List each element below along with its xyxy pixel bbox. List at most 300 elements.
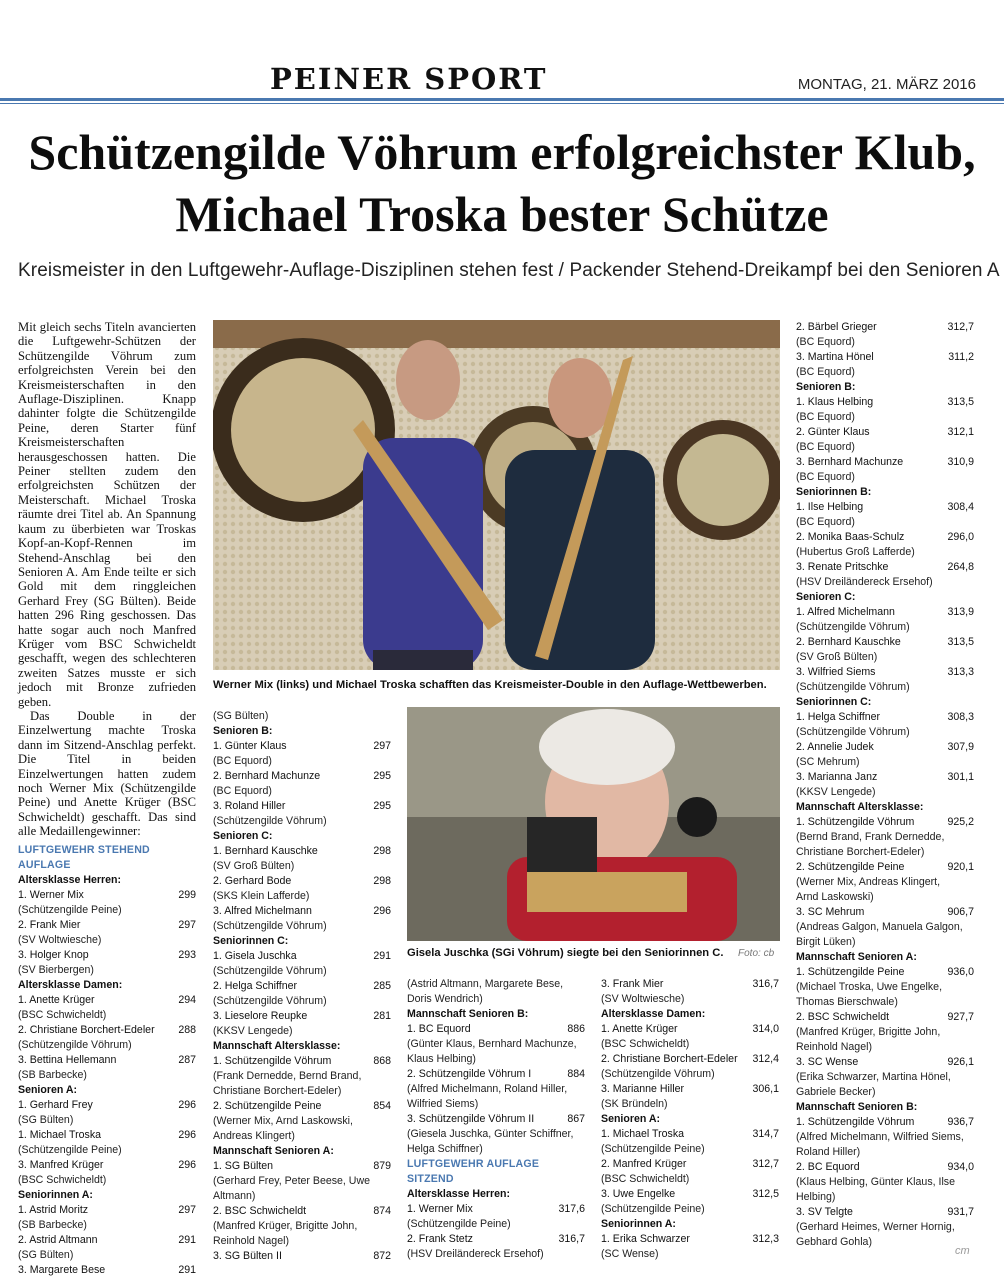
result-row <box>213 949 391 964</box>
result-score: 312,3 <box>752 1233 779 1245</box>
result-club: (Werner Mix, Andreas Klingert, <box>796 876 941 888</box>
result-name: 2. Schützengilde Peine <box>796 861 905 873</box>
result-score: 264,8 <box>947 561 974 573</box>
result-row <box>796 425 974 440</box>
result-club: (Schützengilde Vöhrum) <box>601 1068 715 1080</box>
result-row <box>213 1204 391 1219</box>
result-club: Doris Wendrich) <box>407 993 483 1005</box>
result-club: (BC Equord) <box>796 471 855 483</box>
result-row <box>18 918 196 933</box>
result-name: 1. SG Bülten <box>213 1160 274 1172</box>
result-club: (Klaus Helbing, Günter Klaus, Ilse <box>796 1176 955 1188</box>
result-club: (SV Groß Bülten) <box>796 651 878 663</box>
result-club: Gebhard Gohla) <box>796 1236 872 1248</box>
result-club: (Andreas Galgon, Manuela Galgon, <box>796 921 963 933</box>
result-row <box>796 710 974 725</box>
result-score: 314,0 <box>752 1023 779 1035</box>
result-row <box>18 1263 196 1278</box>
result-category-heading: Senioren C: <box>213 830 273 842</box>
result-score: 316,7 <box>558 1233 585 1245</box>
result-club: (Erika Schwarzer, Martina Hönel, <box>796 1071 951 1083</box>
result-club: (SC Mehrum) <box>796 756 860 768</box>
result-category-heading: Seniorinnen A: <box>18 1189 93 1201</box>
result-name: 1. Alfred Michelmann <box>796 606 895 618</box>
result-club: Helbing) <box>796 1191 836 1203</box>
result-club: (HSV Dreiländereck Ersehof) <box>796 576 933 588</box>
result-score: 298 <box>373 875 391 887</box>
result-club: (Frank Dernedde, Bernd Brand, <box>213 1070 362 1082</box>
result-score: 312,7 <box>752 1158 779 1170</box>
result-club: (SG Bülten) <box>18 1249 74 1261</box>
result-name: 3. Marianna Janz <box>796 771 878 783</box>
result-score: 867 <box>567 1113 585 1125</box>
result-score: 313,5 <box>947 636 974 648</box>
result-club: Andreas Klingert) <box>213 1130 295 1142</box>
result-score: 313,9 <box>947 606 974 618</box>
result-name: 3. Margarete Bese <box>18 1264 106 1276</box>
result-club: (Schützengilde Peine) <box>601 1203 705 1215</box>
result-name: 1. Günter Klaus <box>213 740 287 752</box>
result-row <box>407 1112 585 1127</box>
result-club: (Giesela Juschka, Günter Schiffner, <box>407 1128 574 1140</box>
result-score: 927,7 <box>947 1011 974 1023</box>
result-name: 2. Annelie Judek <box>796 741 874 753</box>
result-row <box>601 1127 779 1142</box>
result-name: 2. Bernhard Machunze <box>213 770 321 782</box>
result-club: (SG Bülten) <box>213 710 269 722</box>
result-row <box>18 1158 196 1173</box>
result-category-heading: Mannschaft Senioren B: <box>407 1008 529 1020</box>
result-club: (BC Equord) <box>796 411 855 423</box>
photo-caption-2: Gisela Juschka (SGi Vöhrum) siegte bei den Seniorinnen C. <box>407 947 724 959</box>
result-club: Christiane Borchert-Edeler) <box>796 846 925 858</box>
result-name: 3. Roland Hiller <box>213 800 286 812</box>
result-club: (HSV Dreiländereck Ersehof) <box>407 1248 544 1260</box>
result-row <box>796 1115 974 1130</box>
result-row <box>601 1232 779 1247</box>
result-score: 312,5 <box>752 1188 779 1200</box>
result-name: 2. Helga Schiffner <box>213 980 298 992</box>
result-score: 313,3 <box>947 666 974 678</box>
result-score: 293 <box>178 949 196 961</box>
result-name: 1. Michael Troska <box>601 1128 685 1140</box>
result-row <box>796 605 974 620</box>
result-club: (BC Equord) <box>213 755 272 767</box>
result-category-heading: Seniorinnen B: <box>796 486 872 498</box>
result-club: (Schützengilde Vöhrum) <box>18 1039 132 1051</box>
discipline-heading: LUFTGEWEHR STEHEND AUFLAGE <box>18 844 150 871</box>
result-name: 1. Schützengilde Vöhrum <box>796 816 915 828</box>
result-club: (BC Equord) <box>796 336 855 348</box>
result-club: (BSC Schwicheldt) <box>18 1009 107 1021</box>
result-club: Roland Hiller) <box>796 1146 861 1158</box>
result-row <box>796 740 974 755</box>
result-name: 1. Gisela Juschka <box>213 950 297 962</box>
article-body <box>18 320 196 839</box>
result-name: 1. Anette Krüger <box>18 994 95 1006</box>
result-club: Helga Schiffner) <box>407 1143 483 1155</box>
result-category-heading: Mannschaft Senioren A: <box>213 1145 334 1157</box>
result-name: 1. Michael Troska <box>18 1129 102 1141</box>
result-row <box>796 635 974 650</box>
result-club: (SK Bründeln) <box>601 1098 668 1110</box>
result-name: 2. Christiane Borchert-Edeler <box>18 1024 155 1036</box>
result-name: 1. Gerhard Frey <box>18 1099 93 1111</box>
result-name: 2. Bärbel Grieger <box>796 321 877 333</box>
result-club: (Alfred Michelmann, Wilfried Siems, <box>796 1131 964 1143</box>
result-row <box>796 500 974 515</box>
result-club: (SG Bülten) <box>18 1114 74 1126</box>
result-name: 1. Werner Mix <box>18 889 84 901</box>
result-club: (BC Equord) <box>796 366 855 378</box>
result-club: Reinhold Nagel) <box>213 1235 289 1247</box>
result-score: 313,5 <box>947 396 974 408</box>
result-score: 936,7 <box>947 1116 974 1128</box>
result-row <box>213 979 391 994</box>
result-score: 299 <box>178 889 196 901</box>
result-score: 288 <box>178 1024 196 1036</box>
result-name: 2. Christiane Borchert-Edeler <box>601 1053 738 1065</box>
result-score: 316,7 <box>752 978 779 990</box>
result-club: (Astrid Altmann, Margarete Bese, <box>407 978 564 990</box>
result-score: 925,2 <box>947 816 974 828</box>
result-club: (BSC Schwicheldt) <box>601 1038 690 1050</box>
result-row <box>407 1232 585 1247</box>
result-score: 291 <box>178 1264 196 1276</box>
result-club: (Schützengilde Vöhrum) <box>213 920 327 932</box>
result-score: 906,7 <box>947 906 974 918</box>
result-name: 3. Martina Hönel <box>796 351 874 363</box>
article-paragraph: Das Double in der Einzelwertung machte Troska dann im Sitzend-Anschlag perfekt. Die Titel in beiden Einzelwertungen hatten zudem noch Werner Mix (Schützengilde Peine) und Anette Krüger (BSC Schwicheldt) geschafft. Das sind alle Medaillengewinner: <box>18 708 196 839</box>
result-name: 2. BSC Schwicheldt <box>796 1011 890 1023</box>
result-club: (Schützengilde Vöhrum) <box>796 621 910 633</box>
result-row <box>796 455 974 470</box>
result-club: Christiane Borchert-Edeler) <box>213 1085 342 1097</box>
result-score: 884 <box>567 1068 585 1080</box>
result-score: 934,0 <box>947 1161 974 1173</box>
result-club: (Günter Klaus, Bernhard Machunze, <box>407 1038 577 1050</box>
result-name: 3. SV Telgte <box>796 1206 853 1218</box>
result-row <box>18 1098 196 1113</box>
result-row <box>796 395 974 410</box>
result-name: 2. BC Equord <box>796 1161 860 1173</box>
result-score: 287 <box>178 1054 196 1066</box>
result-row <box>601 1157 779 1172</box>
result-club: Arnd Laskowski) <box>796 891 874 903</box>
result-club: (Bernd Brand, Frank Dernedde, <box>796 831 945 843</box>
result-club: (BC Equord) <box>796 441 855 453</box>
results-column-4 <box>601 977 779 1262</box>
result-name: 2. Gerhard Bode <box>213 875 292 887</box>
result-row <box>601 977 779 992</box>
result-club: (Schützengilde Peine) <box>407 1218 511 1230</box>
result-name: 3. Renate Pritschke <box>796 561 889 573</box>
result-club: (Schützengilde Vöhrum) <box>213 815 327 827</box>
result-category-heading: Mannschaft Altersklasse: <box>213 1040 341 1052</box>
result-score: 308,4 <box>947 501 974 513</box>
result-score: 291 <box>373 950 391 962</box>
result-name: 3. Uwe Engelke <box>601 1188 676 1200</box>
result-name: 2. BSC Schwicheldt <box>213 1205 307 1217</box>
result-score: 295 <box>373 770 391 782</box>
result-score: 296 <box>178 1129 196 1141</box>
result-score: 291 <box>178 1234 196 1246</box>
result-name: 1. Ilse Helbing <box>796 501 864 513</box>
result-row <box>18 1203 196 1218</box>
result-score: 297 <box>373 740 391 752</box>
results-column-3 <box>407 977 585 1262</box>
result-category-heading: Senioren A: <box>601 1113 661 1125</box>
result-score: 926,1 <box>947 1056 974 1068</box>
result-name: 3. Marianne Hiller <box>601 1083 685 1095</box>
result-name: 3. Alfred Michelmann <box>213 905 312 917</box>
result-row <box>407 1067 585 1082</box>
result-category-heading: Mannschaft Senioren A: <box>796 951 917 963</box>
result-name: 1. Anette Krüger <box>601 1023 678 1035</box>
result-category-heading: Mannschaft Altersklasse: <box>796 801 924 813</box>
result-score: 872 <box>373 1250 391 1262</box>
result-name: 2. Astrid Altmann <box>18 1234 98 1246</box>
result-score: 295 <box>373 800 391 812</box>
result-name: 2. Monika Baas-Schulz <box>796 531 905 543</box>
result-row <box>213 844 391 859</box>
result-row <box>18 1128 196 1143</box>
discipline-heading: LUFTGEWEHR AUFLAGE SITZEND <box>407 1158 540 1185</box>
result-name: 3. SC Mehrum <box>796 906 865 918</box>
result-club: (SB Barbecke) <box>18 1219 87 1231</box>
result-score: 296 <box>178 1159 196 1171</box>
result-row <box>213 1054 391 1069</box>
result-score: 312,4 <box>752 1053 779 1065</box>
result-club: Reinhold Nagel) <box>796 1041 872 1053</box>
subheadline: Kreismeister in den Luftgewehr-Auflage-Disziplinen stehen fest / Packender Stehend-Dreikampf bei den Senioren A <box>18 260 1000 281</box>
result-club: (BC Equord) <box>796 516 855 528</box>
photo-illustration <box>407 707 780 941</box>
result-row <box>213 739 391 754</box>
result-name: 2. Günter Klaus <box>796 426 870 438</box>
result-row <box>213 769 391 784</box>
result-row <box>601 1082 779 1097</box>
result-name: 1. Werner Mix <box>407 1203 473 1215</box>
result-club: (Schützengilde Peine) <box>601 1143 705 1155</box>
result-row <box>796 905 974 920</box>
result-score: 296 <box>178 1099 196 1111</box>
result-name: 2. Frank Mier <box>18 919 81 931</box>
result-club: (BSC Schwicheldt) <box>601 1173 690 1185</box>
result-club: (Schützengilde Peine) <box>18 904 122 916</box>
headline-line-2: Michael Troska bester Schütze <box>175 186 829 242</box>
result-row <box>213 904 391 919</box>
headline-line-1: Schützengilde Vöhrum erfolgreichster Klub, <box>28 124 976 180</box>
result-score: 294 <box>178 994 196 1006</box>
result-score: 310,9 <box>947 456 974 468</box>
result-row <box>18 888 196 903</box>
photo-illustration <box>213 320 780 670</box>
result-category-heading: Altersklasse Damen: <box>601 1008 706 1020</box>
result-name: 3. Lieselore Reupke <box>213 1010 308 1022</box>
result-name: 1. Erika Schwarzer <box>601 1233 690 1245</box>
result-score: 281 <box>373 1010 391 1022</box>
result-score: 879 <box>373 1160 391 1172</box>
result-score: 296 <box>373 905 391 917</box>
result-club: Gabriele Becker) <box>796 1086 876 1098</box>
result-category-heading: Seniorinnen C: <box>796 696 872 708</box>
result-category-heading: Senioren C: <box>796 591 856 603</box>
results-column-2 <box>213 709 391 1264</box>
result-name: 1. Schützengilde Peine <box>796 966 905 978</box>
result-score: 936,0 <box>947 966 974 978</box>
result-row <box>796 320 974 335</box>
result-club: (Gerhard Frey, Peter Beese, Uwe <box>213 1175 371 1187</box>
masthead <box>0 0 1004 104</box>
result-club: (Schützengilde Vöhrum) <box>213 995 327 1007</box>
result-row <box>796 815 974 830</box>
result-score: 285 <box>373 980 391 992</box>
result-name: 3. SC Wense <box>796 1056 859 1068</box>
result-club: (Hubertus Groß Lafferde) <box>796 546 915 558</box>
result-score: 297 <box>178 1204 196 1216</box>
result-club: (Manfred Krüger, Brigitte John, <box>796 1026 941 1038</box>
result-row <box>213 1159 391 1174</box>
result-row <box>796 530 974 545</box>
result-row <box>213 1009 391 1024</box>
result-score: 931,7 <box>947 1206 974 1218</box>
result-row <box>796 965 974 980</box>
result-category-heading: Senioren B: <box>213 725 273 737</box>
result-score: 296,0 <box>947 531 974 543</box>
result-name: 3. Wilfried Siems <box>796 666 876 678</box>
result-club: (Gerhard Heimes, Werner Hornig, <box>796 1221 955 1233</box>
result-name: 2. Manfred Krüger <box>601 1158 687 1170</box>
result-name: 1. Helga Schiffner <box>796 711 881 723</box>
result-club: (Schützengilde Vöhrum) <box>796 681 910 693</box>
result-row <box>796 1205 974 1220</box>
result-score: 297 <box>178 919 196 931</box>
result-score: 868 <box>373 1055 391 1067</box>
result-name: 1. Astrid Moritz <box>18 1204 89 1216</box>
result-category-heading: Altersklasse Damen: <box>18 979 123 991</box>
result-score: 301,1 <box>947 771 974 783</box>
result-row <box>796 770 974 785</box>
result-score: 298 <box>373 845 391 857</box>
result-club: (Schützengilde Vöhrum) <box>213 965 327 977</box>
result-name: 3. Holger Knop <box>18 949 89 961</box>
result-score: 874 <box>373 1205 391 1217</box>
photo-gisela-juschka <box>407 707 780 941</box>
result-row <box>213 799 391 814</box>
result-name: 3. SG Bülten II <box>213 1250 282 1262</box>
result-name: 3. Bernhard Machunze <box>796 456 904 468</box>
result-club: (SKS Klein Lafferde) <box>213 890 310 902</box>
result-row <box>18 1023 196 1038</box>
result-category-heading: Altersklasse Herren: <box>18 874 122 886</box>
result-row <box>796 560 974 575</box>
result-name: 3. Manfred Krüger <box>18 1159 104 1171</box>
result-club: Birgit Lüken) <box>796 936 856 948</box>
result-score: 886 <box>567 1023 585 1035</box>
result-club: Wilfried Siems) <box>407 1098 479 1110</box>
masthead-rule-thin <box>0 103 1004 104</box>
result-category-heading: Senioren B: <box>796 381 856 393</box>
result-name: 3. Schützengilde Vöhrum II <box>407 1113 535 1125</box>
author-signature: cm <box>955 1245 970 1257</box>
masthead-rule <box>0 98 1004 101</box>
result-club: (KKSV Lengede) <box>796 786 876 798</box>
result-row <box>796 860 974 875</box>
photo-caption-1: Werner Mix (links) und Michael Troska schafften das Kreismeister-Double in den Auflage-Wettbewerben. <box>213 679 767 691</box>
result-name: 2. Schützengilde Peine <box>213 1100 322 1112</box>
result-row <box>18 948 196 963</box>
result-club: Altmann) <box>213 1190 256 1202</box>
result-club: (SB Barbecke) <box>18 1069 87 1081</box>
result-name: 2. Bernhard Kauschke <box>796 636 901 648</box>
result-category-heading: Seniorinnen C: <box>213 935 289 947</box>
result-category-heading: Seniorinnen A: <box>601 1218 676 1230</box>
result-row <box>601 1022 779 1037</box>
result-club: (BC Equord) <box>213 785 272 797</box>
result-club: (KKSV Lengede) <box>213 1025 293 1037</box>
result-score: 920,1 <box>947 861 974 873</box>
result-row <box>213 1249 391 1264</box>
result-club: (SV Woltwiesche) <box>18 934 102 946</box>
result-row <box>213 874 391 889</box>
result-club: (Alfred Michelmann, Roland Hiller, <box>407 1083 568 1095</box>
result-category-heading: Mannschaft Senioren B: <box>796 1101 918 1113</box>
result-name: 1. Schützengilde Vöhrum <box>213 1055 332 1067</box>
result-name: 3. Bettina Hellemann <box>18 1054 117 1066</box>
result-name: 1. Klaus Helbing <box>796 396 874 408</box>
dateline: MONTAG, 21. MÄRZ 2016 <box>797 76 976 93</box>
result-row <box>601 1052 779 1067</box>
result-row <box>213 1099 391 1114</box>
result-club: (BSC Schwicheldt) <box>18 1174 107 1186</box>
result-row <box>796 1055 974 1070</box>
result-name: 2. Frank Stetz <box>407 1233 473 1245</box>
result-row <box>796 665 974 680</box>
result-club: (Manfred Krüger, Brigitte John, <box>213 1220 358 1232</box>
result-row <box>18 1053 196 1068</box>
result-name: 1. BC Equord <box>407 1023 471 1035</box>
result-score: 312,1 <box>947 426 974 438</box>
result-row <box>18 993 196 1008</box>
article-paragraph: Mit gleich sechs Titeln avancierten die Luftgewehr-Schützen der Schützengilde Vöhrum zum erfolgreichsten Verein bei den Kreismeisterschaften in den Auflage-Disziplinen. Knapp dahinter folgte die Schützengilde Peine, deren Starter fünf Kreismeisterschaften herausgeschossen hatten. Die Peiner stellten zudem den erfolgreichsten Schützen der Meisterschaft. Michael Troska räumte drei Titel ab. An Spannung kaum zu überbieten war Troskas Kopf-an-Kopf-Rennen im Stehend-Anschlag bei den Senioren A. Am Ende teilte er sich Gold mit dem ringgleichen Gerhard Frey (SG Bülten). Beide hatten 296 Ring geschossen. Das hatte sogar auch noch Manfred Krüger vom BSC Schwicheldt geschafft, wegen des schlechteren zweiten Satzes musste er sich jedoch mit Bronze zufrieden geben. <box>18 320 196 709</box>
photo-werner-mix-michael-troska <box>213 320 780 670</box>
result-row <box>407 1022 585 1037</box>
result-name: 1. Schützengilde Vöhrum <box>796 1116 915 1128</box>
result-row <box>796 1010 974 1025</box>
result-score: 314,7 <box>752 1128 779 1140</box>
results-column-1 <box>18 843 196 1278</box>
result-row <box>796 1160 974 1175</box>
photo-credit: Foto: cb <box>738 948 775 959</box>
result-row <box>18 1233 196 1248</box>
result-score: 308,3 <box>947 711 974 723</box>
result-club: (SC Wense) <box>601 1248 659 1260</box>
result-row <box>796 350 974 365</box>
result-score: 311,2 <box>948 351 974 363</box>
result-score: 306,1 <box>752 1083 779 1095</box>
result-club: (Schützengilde Peine) <box>18 1144 122 1156</box>
results-column-5 <box>796 320 974 1250</box>
result-club: Thomas Bierschwale) <box>796 996 898 1008</box>
result-score: 312,7 <box>947 321 974 333</box>
result-club: (SV Groß Bülten) <box>213 860 295 872</box>
result-name: 1. Bernhard Kauschke <box>213 845 318 857</box>
result-club: Klaus Helbing) <box>407 1053 476 1065</box>
result-category-heading: Altersklasse Herren: <box>407 1188 511 1200</box>
result-row <box>601 1187 779 1202</box>
section-title: PEINER SPORT <box>270 62 548 96</box>
